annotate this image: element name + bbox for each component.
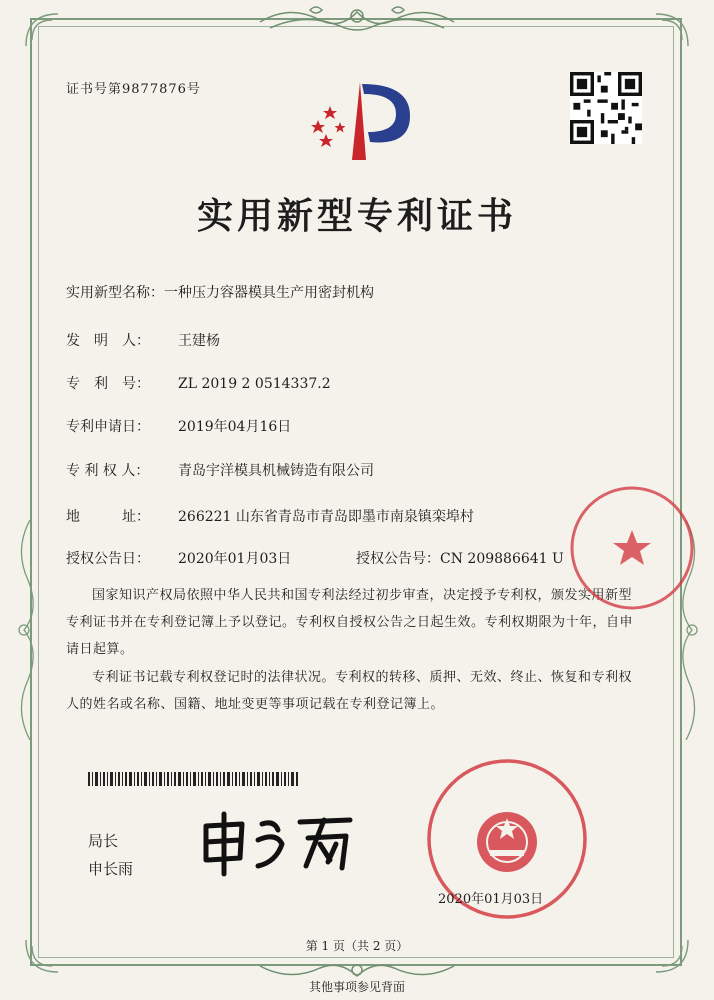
- left-ornament: [10, 520, 40, 740]
- field-grant-number: [356, 548, 564, 568]
- corner-ornament-tl: [22, 10, 62, 50]
- page-title: 实用新型专利证书: [196, 195, 517, 237]
- field-value: 一种压力容器模具生产用密封机构: [164, 285, 374, 301]
- cnipa-logo-icon: [300, 72, 420, 164]
- field-label: 专利申请日：: [66, 419, 150, 435]
- field-address: [66, 506, 474, 526]
- field-value: 青岛宇洋模具机械铸造有限公司: [178, 463, 374, 479]
- page-indicator: 第 1 页（共 2 页）: [305, 939, 409, 953]
- field-utility-model-name: [66, 282, 374, 302]
- back-note: 其他事项参见背面: [308, 980, 405, 994]
- field-patentee: [66, 460, 374, 480]
- field-label: 专 利 号：: [66, 376, 150, 392]
- field-value: CN 209886641 U: [440, 551, 564, 567]
- field-label: 授权公告号：: [356, 551, 440, 567]
- seal-date: 2020年01月03日: [438, 892, 544, 907]
- field-inventor: [66, 330, 220, 350]
- top-ornament: [250, 2, 464, 36]
- signature-name: 申长雨: [88, 860, 134, 878]
- handwritten-signature-icon: [196, 808, 366, 878]
- qr-code-icon: [570, 72, 642, 144]
- field-application-date: [66, 416, 291, 436]
- field-value: 王建杨: [178, 333, 220, 349]
- field-value: 2019年04月16日: [178, 419, 292, 435]
- field-value: ZL 2019 2 0514337.2: [178, 376, 331, 392]
- field-label: 发 明 人：: [66, 333, 150, 349]
- barcode-icon: [88, 772, 300, 786]
- field-value: 266221 山东省青岛市青岛即墨市南泉镇栾埠村: [178, 509, 474, 525]
- body-paragraph-1: 国家知识产权局依照中华人民共和国专利法经过初步审查，决定授予专利权，颁发实用新型专利证书并在专利登记簿上予以登记。专利权自授权公告之日起生效。专利权期限为十年，自申请日起算。: [66, 588, 634, 657]
- field-grant-date: [66, 548, 291, 568]
- corner-ornament-tr: [652, 10, 692, 50]
- field-patent-number: [66, 373, 331, 393]
- signature-title: 局长: [88, 832, 119, 850]
- field-label: 地 址：: [66, 509, 150, 525]
- field-label: 专 利 权 人：: [66, 463, 150, 479]
- field-value: 2020年01月03日: [178, 551, 292, 567]
- field-label: 授权公告日：: [66, 551, 150, 567]
- certificate-number: 证书号第9877876号: [66, 82, 201, 97]
- field-label: 实用新型名称：: [66, 285, 164, 301]
- company-seal-icon: [566, 482, 698, 614]
- body-paragraph-2: 专利证书记载专利权登记时的法律状况。专利权的转移、质押、无效、终止、恢复和专利权人的姓名或名称、国籍、地址变更等事项记载在专利登记簿上。: [66, 670, 633, 712]
